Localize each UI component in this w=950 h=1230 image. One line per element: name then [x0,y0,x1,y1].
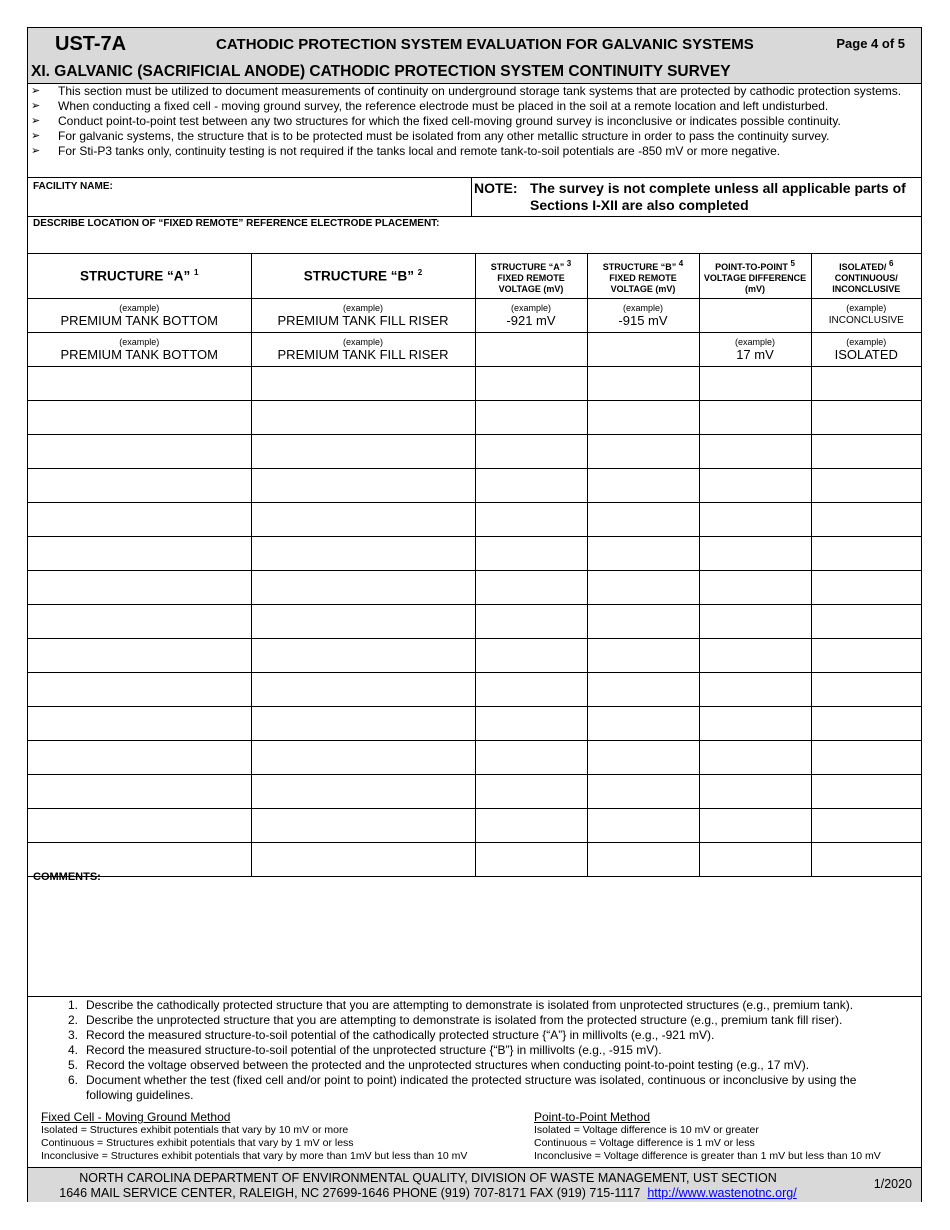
table-header-row [28,254,921,299]
table-row [28,673,921,707]
table-cell-input[interactable] [699,775,811,809]
point-to-point-guidelines: Point-to-Point Method Isolated = Voltage difference is 10 mV or greater Continuous = Voltage difference is 1 mV or less Inconclusive = Voltage difference is greater than 1 mV but less than 10 mV [534,1110,919,1163]
table-row [28,571,921,605]
table-cell-input[interactable] [811,537,921,571]
table-cell-input[interactable] [475,673,587,707]
table-cell-input[interactable] [587,673,699,707]
electrode-location-field[interactable] [28,215,921,254]
table-cell-input[interactable] [699,367,811,401]
table-cell-input[interactable] [587,809,699,843]
table-cell-input[interactable] [811,605,921,639]
table-cell-input[interactable] [28,367,251,401]
table-cell-input[interactable] [811,741,921,775]
table-cell-input[interactable] [475,741,587,775]
table-row [28,741,921,775]
form-page [27,27,922,1202]
table-cell-input[interactable] [251,503,475,537]
table-cell-input[interactable] [587,435,699,469]
footnote-item: 4. Record the measured structure-to-soil potential of the unprotected structure {“B”} in millivolts (e.g., -915 mV). [68,1043,662,1057]
table-cell-input[interactable] [587,401,699,435]
facility-name-field[interactable] [28,177,921,217]
table-cell-input[interactable] [28,707,251,741]
table-cell: (example) -921 mV [475,299,587,333]
table-cell-input[interactable] [811,775,921,809]
table-cell-input[interactable] [811,469,921,503]
table-cell-input[interactable] [475,605,587,639]
footnote-item: 3. Record the measured structure-to-soil potential of the cathodically protected structure {“A”} in millivolts (e.g., -921 mV). [68,1028,715,1042]
example-row-1 [28,299,921,333]
table-cell-input[interactable] [587,775,699,809]
table-cell-input[interactable] [811,401,921,435]
table-cell-input[interactable] [251,809,475,843]
table-cell-input[interactable] [28,503,251,537]
table-cell: (example) PREMIUM TANK FILL RISER [251,299,475,333]
table-cell-input[interactable] [28,435,251,469]
footnote-item: 1. Describe the cathodically protected structure that you are attempting to demonstrate is isolated from unprotected structures (e.g., premium tank). [68,998,854,1012]
table-cell-input[interactable] [699,741,811,775]
table-cell-input[interactable] [811,503,921,537]
bullet-item: ➢ Conduct point-to-point test between any two structures for which the fixed cell-moving ground survey is inconclusive or indicates possible continuity. [31,114,841,128]
col-result: ISOLATED/ $^6$ CONTINUOUS/ INCONCLUSIVE [811,254,921,299]
footnote-item: 5. Record the voltage observed between the protected and the unprotected structures when conducting point-to-point testing (e.g., 17 mV). [68,1058,810,1072]
table-cell-input[interactable] [28,673,251,707]
table-cell [699,299,811,333]
table-cell-input[interactable] [699,435,811,469]
table-row [28,469,921,503]
table-cell: (example) -915 mV [587,299,699,333]
table-cell-input[interactable] [699,503,811,537]
table-cell-input[interactable] [251,571,475,605]
table-cell-input[interactable] [587,741,699,775]
website-link[interactable]: http://www.wastenotnc.org/ [647,1186,797,1200]
col-structure-a: STRUCTURE “A” $^1$ [28,254,251,299]
facility-name-label: FACILITY NAME: [33,181,113,192]
arrow-bullet-icon: ➢ [31,130,41,142]
table-cell-input[interactable] [475,537,587,571]
instruction-bullets [28,84,921,159]
footnotes-list [68,998,898,1103]
table-row [28,639,921,673]
table-cell-input[interactable] [587,571,699,605]
table-cell-input[interactable] [475,469,587,503]
comments-field[interactable] [28,868,921,997]
arrow-bullet-icon: ➢ [31,100,41,112]
table-cell: (example) PREMIUM TANK BOTTOM [28,299,251,333]
table-cell-input[interactable] [699,673,811,707]
point-to-point-heading: Point-to-Point Method [534,1110,651,1124]
table-row [28,401,921,435]
table-cell-input[interactable] [251,435,475,469]
table-row [28,503,921,537]
table-cell-input[interactable] [811,673,921,707]
table-cell-input[interactable] [587,537,699,571]
table-cell-input[interactable] [699,707,811,741]
fixed-cell-guidelines: Fixed Cell - Moving Ground Method Isolated = Structures exhibit potentials that vary by 10 mV or more Continuous = Structures exhibit potentials that vary by 1 mV or less Inconclusive = Structures exhibit potentials that vary by more than 1mV but less than 10 mV [41,1110,511,1163]
table-row [28,367,921,401]
table-cell-input[interactable] [699,605,811,639]
note-line-1: The survey is not complete unless all applicable parts of [530,180,906,196]
table-cell-input[interactable] [475,367,587,401]
table-cell-input[interactable] [811,707,921,741]
table-cell: (example) INCONCLUSIVE [811,299,921,333]
col-point-to-point: POINT-TO-POINT $^5$ VOLTAGE DIFFERENCE (mV) [699,254,811,299]
table-cell-input[interactable] [251,401,475,435]
table-row [28,775,921,809]
table-cell-input[interactable] [699,469,811,503]
table-row [28,707,921,741]
table-cell-input[interactable] [587,503,699,537]
table-cell-input[interactable] [28,809,251,843]
table-cell-input[interactable] [475,571,587,605]
table-cell: (example) PREMIUM TANK BOTTOM [28,333,251,367]
table-cell-input[interactable] [28,605,251,639]
page-footer [28,1167,921,1202]
example-row-2 [28,333,921,367]
footnote-item: 6. Document whether the test (fixed cell and/or point to point) indicated the protected structure was isolated, continuous or inconclusive by using the following guidelines. [68,1073,857,1102]
table-cell: (example) PREMIUM TANK FILL RISER [251,333,475,367]
table-row [28,809,921,843]
bullet-item: ➢ For galvanic systems, the structure that is to be protected must be isolated from any other metallic structure in order to pass the continuity survey. [31,129,830,143]
table-cell-input[interactable] [251,673,475,707]
table-cell-input[interactable] [475,775,587,809]
arrow-bullet-icon: ➢ [31,85,41,97]
table-cell-input[interactable] [699,809,811,843]
form-header [28,28,921,62]
table-cell-input[interactable] [251,537,475,571]
form-id: UST-7A [55,33,127,55]
form-title: CATHODIC PROTECTION SYSTEM EVALUATION FOR GALVANIC SYSTEMS [216,36,754,53]
electrode-location-label: DESCRIBE LOCATION OF “FIXED REMOTE” REFERENCE ELECTRODE PLACEMENT: [33,218,440,229]
table-cell-input[interactable] [811,435,921,469]
col-structure-b: STRUCTURE “B” $^2$ [251,254,475,299]
table-cell-input[interactable] [475,401,587,435]
table-cell-input[interactable] [28,401,251,435]
table-cell-input[interactable] [251,367,475,401]
table-cell-input[interactable] [475,809,587,843]
table-cell-input[interactable] [475,639,587,673]
table-cell-input[interactable] [475,503,587,537]
table-cell-input[interactable] [28,469,251,503]
table-cell-input[interactable] [475,707,587,741]
table-row [28,435,921,469]
table-cell-input[interactable] [475,435,587,469]
col-structure-a-voltage: STRUCTURE “A” $^3$ FIXED REMOTE VOLTAGE (mV) [475,254,587,299]
col-structure-b-voltage: STRUCTURE “B” $^4$ FIXED REMOTE VOLTAGE (mV) [587,254,699,299]
table-cell-input[interactable] [28,775,251,809]
footer-agency: NORTH CAROLINA DEPARTMENT OF ENVIRONMENTAL QUALITY, DIVISION OF WASTE MANAGEMENT, UST SECTION [79,1171,777,1185]
arrow-bullet-icon: ➢ [31,115,41,127]
table-cell-input[interactable] [811,571,921,605]
table-cell: (example) ISOLATED [811,333,921,367]
bullet-item: ➢ For Sti-P3 tanks only, continuity testing is not required if the tanks local and remote tank-to-soil potentials are -850 mV or more negative. [31,144,781,158]
table-row [28,537,921,571]
table-cell-input[interactable] [699,537,811,571]
table-cell-input[interactable] [28,571,251,605]
table-cell-input[interactable] [699,571,811,605]
table-cell-input[interactable] [251,775,475,809]
table-cell: (example) 17 mV [699,333,811,367]
table-cell-input[interactable] [699,401,811,435]
table-cell-input[interactable] [587,707,699,741]
table-cell-input[interactable] [587,367,699,401]
table-cell-input[interactable] [251,707,475,741]
bullet-item: ➢ When conducting a fixed cell - moving ground survey, the reference electrode must be placed in the soil at a remote location and left undisturbed. [31,99,829,113]
note-label: NOTE: [474,180,518,196]
section-title: XI. GALVANIC (SACRIFICIAL ANODE) CATHODIC PROTECTION SYSTEM CONTINUITY SURVEY [31,63,731,80]
arrow-bullet-icon: ➢ [31,145,41,157]
footer-contact: 1646 MAIL SERVICE CENTER, RALEIGH, NC 27699-1646 PHONE (919) 707-8171 FAX (919) 715-1117 http://www.wastenotnc.org/ [59,1186,797,1200]
table-cell-input[interactable] [811,367,921,401]
table-cell-input[interactable] [811,809,921,843]
table-cell-input[interactable] [811,639,921,673]
table-row [28,605,921,639]
table-cell-input[interactable] [587,469,699,503]
table-cell-input[interactable] [251,469,475,503]
table-cell-input[interactable] [251,639,475,673]
note-line-2: Sections I-XII are also completed [530,197,749,213]
table-cell-input[interactable] [28,741,251,775]
continuity-table [28,253,921,877]
comments-label: COMMENTS: [33,871,101,883]
form-date: 1/2020 [873,1177,912,1191]
completion-note [474,180,906,214]
table-cell-input[interactable] [699,639,811,673]
table-cell-input[interactable] [587,605,699,639]
table-cell-input[interactable] [28,639,251,673]
table-cell-input[interactable] [587,639,699,673]
bullet-item: ➢ This section must be utilized to document measurements of continuity on underground storage tank systems that are protected by cathodic protection systems. [31,84,902,98]
table-cell-input[interactable] [251,605,475,639]
table-cell-input[interactable] [251,741,475,775]
section-header [28,61,921,84]
footnote-item: 2. Describe the unprotected structure that you are attempting to demonstrate is isolated from the protected structure (e.g., premium tank fill riser). [68,1013,843,1027]
table-cell [475,333,587,367]
table-cell [587,333,699,367]
fixed-cell-heading: Fixed Cell - Moving Ground Method [41,1110,231,1124]
table-cell-input[interactable] [28,537,251,571]
page-number: Page 4 of 5 [836,36,905,51]
